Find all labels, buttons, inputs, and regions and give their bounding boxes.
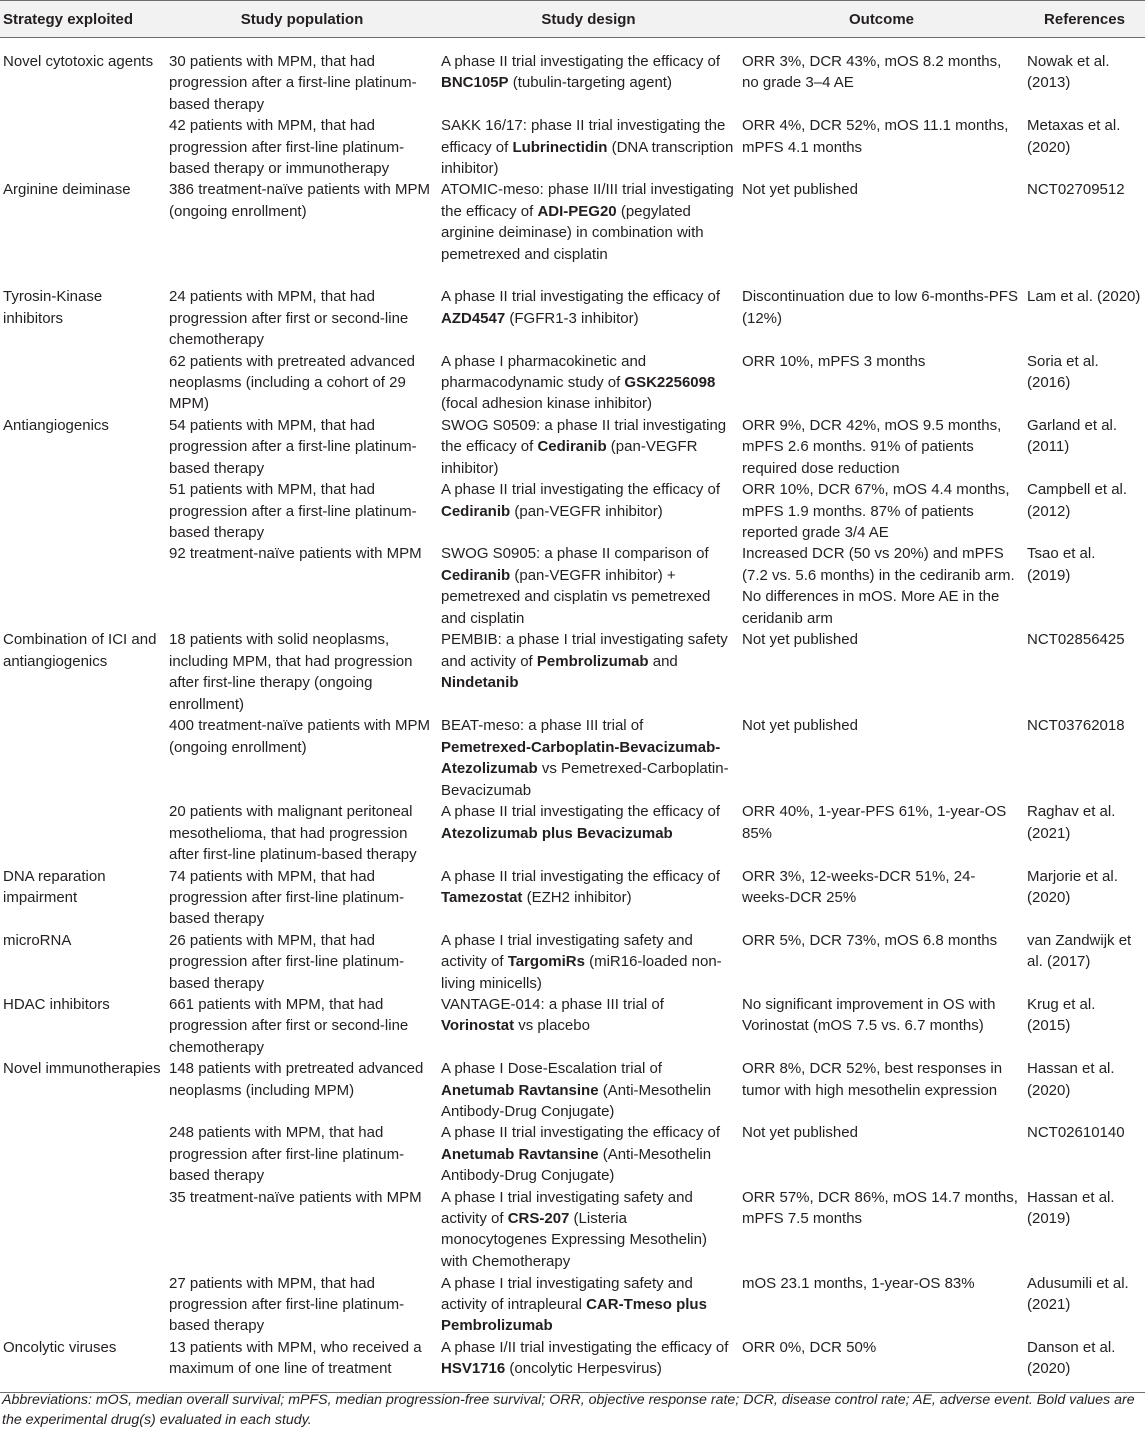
table-row: [0, 38, 1145, 116]
cell-population: 400 treatment-naïve patients with MPM (ongoing enrollment): [169, 717, 430, 756]
cell-strategy: [0, 1187, 166, 1273]
design-text: BEAT-meso: a phase III trial of: [441, 717, 644, 735]
cell-outcome: ORR 3%, DCR 43%, mOS 8.2 months, no grade 3–4 AE: [742, 53, 1002, 92]
cell-reference: Raghav et al. (2021): [1027, 803, 1116, 842]
cell-reference: Metaxas et al. (2020): [1027, 117, 1121, 156]
cell-strategy: HDAC inhibitors: [3, 995, 110, 1013]
cell-design: [438, 479, 739, 543]
cell-reference: NCT02709512: [1027, 181, 1125, 199]
cell-strategy: [0, 1273, 166, 1337]
cell-reference: Marjorie et al. (2020): [1027, 867, 1118, 906]
table-row: [0, 543, 1145, 629]
drug-name: TargomiRs: [507, 953, 585, 971]
drug-name: Pemetrexed-Carboplatin-Bevacizumab-Atezolizumab: [441, 738, 721, 778]
cell-reference: Garland et al. (2011): [1027, 416, 1118, 456]
drug-name: CRS-207: [507, 1210, 570, 1228]
cell-design: [438, 930, 739, 994]
design-text: and: [648, 652, 678, 670]
cell-reference: Campbell et al. (2012): [1027, 481, 1128, 520]
design-text: (pan-VEGFR inhibitor) + pemetrexed and cisplatin vs pemetrexed and cisplatin: [441, 566, 711, 627]
cell-reference: Nowak et al. (2013): [1027, 53, 1110, 92]
cell-outcome: ORR 4%, DCR 52%, mOS 11.1 months, mPFS 4.1 months: [742, 117, 1009, 156]
design-text: (tubulin-targeting agent): [508, 74, 672, 92]
drug-name: Lubrinectidin: [512, 138, 608, 156]
cell-outcome: ORR 5%, DCR 73%, mOS 6.8 months: [742, 931, 998, 949]
design-text: VANTAGE-014: a phase III trial of: [441, 995, 664, 1013]
design-text: (miR16-loaded non-living minicells): [441, 953, 722, 992]
cell-outcome: ORR 0%, DCR 50%: [739, 1337, 1024, 1393]
cell-reference: NCT02856425: [1027, 631, 1125, 649]
cell-population: 30 patients with MPM, that had progression after a first-line platinum-based therapy: [169, 53, 417, 113]
cell-population: 13 patients with MPM, who received a maximum of one line of treatment: [166, 1337, 438, 1393]
cell-outcome: Discontinuation due to low 6-months-PFS (12%): [742, 288, 1018, 327]
drug-name: Tamezostat: [441, 888, 523, 906]
header-references: References: [1024, 1, 1145, 38]
cell-population: 54 patients with MPM, that had progression after a first-line platinum-based therapy: [169, 416, 417, 477]
header-design: Study design: [438, 1, 739, 38]
cell-outcome: No significant improvement in OS with Vorinostat (mOS 7.5 vs. 6.7 months): [742, 995, 996, 1035]
header-outcome: Outcome: [739, 1, 1024, 38]
cell-strategy: Arginine deiminase: [3, 181, 131, 199]
footnote: Abbreviations: mOS, median overall survival; mPFS, median progression-free survival; ORR, objective response rate; DCR, disease control rate; AE, adverse event. Bold values are the experimental drug(s) evaluated in each study.: [2, 1392, 1135, 1428]
table-row: [0, 351, 1145, 415]
cell-strategy: Tyrosin-Kinase inhibitors: [3, 288, 103, 327]
cell-population: 248 patients with MPM, that had progression after first-line platinum-based therapy: [169, 1124, 405, 1185]
cell-strategy: [0, 801, 166, 865]
cell-population: 661 patients with MPM, that had progression after first or second-line chemotherapy: [169, 995, 409, 1056]
design-text: A phase I trial investigating safety and activity of: [441, 931, 693, 971]
drug-name: ADI-PEG20: [537, 202, 617, 220]
cell-outcome: ORR 3%, 12-weeks-DCR 51%, 24-weeks-DCR 25%: [742, 867, 976, 906]
table-row: [0, 1273, 1145, 1337]
drug-name: CAR-Tmeso plus Pembrolizumab: [441, 1296, 707, 1335]
cell-design: [438, 1187, 739, 1273]
cell-population: 18 patients with solid neoplasms, including MPM, that had progression after first-line therapy (ongoing enrollment): [169, 631, 413, 713]
cell-design: [438, 715, 739, 801]
cell-strategy: DNA reparation impairment: [3, 867, 106, 906]
design-text: SAKK 16/17: phase II trial investigating the efficacy of: [441, 117, 726, 156]
cell-outcome: ORR 10%, mPFS 3 months: [742, 352, 926, 370]
design-text: (pegylated arginine deiminase) in combination with pemetrexed and cisplatin: [441, 202, 704, 263]
design-text: A phase I Dose-Escalation trial of: [441, 1060, 662, 1078]
drug-name: AZD4547: [441, 309, 506, 327]
table-row: [0, 629, 1145, 715]
drug-name: GSK2256098: [624, 374, 716, 392]
cell-design: [438, 801, 739, 865]
cell-outcome: ORR 57%, DCR 86%, mOS 14.7 months, mPFS 7.5 months: [742, 1188, 1018, 1228]
design-text: A phase I trial investigating safety and activity of: [441, 1188, 693, 1228]
cell-population: 26 patients with MPM, that had progression after first-line platinum-based therapy: [169, 931, 405, 992]
drug-name: Anetumab Ravtansine: [441, 1145, 599, 1163]
cell-outcome: Increased DCR (50 vs 20%) and mPFS (7.2 vs. 5.6 months) in the cediranib arm. No differences in mOS. More AE in the ceridanib arm: [742, 545, 1015, 627]
cell-reference: Krug et al. (2015): [1027, 995, 1096, 1035]
design-text: A phase I/II trial investigating the efficacy of: [441, 1338, 729, 1356]
table-row: [0, 994, 1145, 1058]
cell-reference: Tsao et al. (2019): [1027, 545, 1096, 584]
design-text: SWOG S0509: a phase II trial investigating the efficacy of: [441, 416, 727, 456]
cell-reference: Soria et al. (2016): [1027, 352, 1099, 392]
cell-outcome: ORR 10%, DCR 67%, mOS 4.4 months, mPFS 1.9 months. 87% of patients reported grade 3/4 AE: [742, 481, 1010, 541]
table-header: [0, 1, 1145, 38]
drug-name: Cediranib: [441, 502, 511, 520]
design-text: (focal adhesion kinase inhibitor): [441, 395, 652, 413]
table-row: [0, 1187, 1145, 1273]
drug-name: Nindetanib: [441, 674, 519, 692]
design-text: (DNA transcription inhibitor): [441, 138, 734, 178]
cell-strategy: Antiangiogenics: [3, 416, 109, 434]
design-text: (Anti-Mesothelin Antibody-Drug Conjugate): [441, 1145, 712, 1185]
cell-strategy: Oncolytic viruses: [0, 1337, 166, 1393]
cell-population: 386 treatment-naïve patients with MPM (ongoing enrollment): [169, 181, 430, 220]
design-text: (EZH2 inhibitor): [522, 888, 632, 906]
drug-name: Cediranib: [537, 438, 607, 456]
cell-population: 51 patients with MPM, that had progression after a first-line platinum-based therapy: [169, 481, 417, 541]
cell-reference: Danson et al. (2020): [1024, 1337, 1145, 1393]
cell-reference: Lam et al. (2020): [1027, 288, 1141, 306]
header-population: Study population: [166, 1, 438, 38]
cell-strategy: [0, 115, 166, 179]
cell-design: [438, 115, 739, 179]
cell-population: 92 treatment-naïve patients with MPM: [169, 545, 422, 563]
cell-design: [438, 286, 739, 350]
cell-population: 35 treatment-naïve patients with MPM: [169, 1188, 422, 1206]
table-row: [0, 1337, 1145, 1393]
cell-design: [438, 351, 739, 415]
drug-name: Atezolizumab plus Bevacizumab: [441, 824, 673, 842]
cell-population: 62 patients with pretreated advanced neoplasms (including a cohort of 29 MPM): [169, 352, 415, 413]
table-row: [0, 801, 1145, 865]
design-text: SWOG S0905: a phase II comparison of: [441, 545, 709, 563]
drug-name: Anetumab Ravtansine: [441, 1081, 599, 1099]
design-text: ATOMIC-meso: phase II/III trial investigating the efficacy of: [441, 181, 734, 220]
design-text: vs placebo: [514, 1017, 590, 1035]
cell-design: [438, 1273, 739, 1337]
table-row: [0, 115, 1145, 179]
cell-outcome: Not yet published: [742, 1124, 858, 1142]
table-row: [0, 866, 1145, 930]
cell-design: [438, 994, 739, 1058]
cell-design: [438, 1122, 739, 1186]
design-text: (pan-VEGFR inhibitor): [441, 438, 698, 477]
cell-strategy: Combination of ICI and antiangiogenics: [3, 631, 157, 670]
cell-design: [438, 629, 739, 715]
cell-strategy: Novel immunotherapies: [3, 1060, 161, 1078]
cell-strategy: [0, 543, 166, 629]
cell-outcome: ORR 9%, DCR 42%, mOS 9.5 months, mPFS 2.6 months. 91% of patients required dose reduction: [742, 416, 1002, 477]
design-text: A phase II trial investigating the efficacy of: [441, 867, 721, 885]
design-text: A phase II trial investigating the efficacy of: [441, 481, 721, 499]
cell-reference: NCT03762018: [1027, 717, 1125, 735]
design-text: A phase II trial investigating the efficacy of: [441, 53, 721, 70]
design-text: A phase I trial investigating safety and activity of intrapleural: [441, 1274, 693, 1314]
table-row: [0, 715, 1145, 801]
table-row: [0, 1058, 1145, 1122]
cell-strategy: [0, 351, 166, 415]
table-row: [0, 179, 1145, 286]
cell-design: [438, 179, 739, 286]
cell-population: 74 patients with MPM, that had progression after first-line platinum-based therapy: [169, 867, 405, 928]
cell-population: 148 patients with pretreated advanced neoplasms (including MPM): [169, 1060, 424, 1099]
cell-strategy: microRNA: [3, 931, 72, 949]
design-text: (Anti-Mesothelin Antibody-Drug Conjugate): [441, 1081, 712, 1120]
cell-outcome: ORR 8%, DCR 52%, best responses in tumor with high mesothelin expression: [742, 1060, 1003, 1099]
design-text: PEMBIB: a phase I trial investigating safety and activity of: [441, 631, 728, 670]
drug-name: Pembrolizumab: [536, 652, 649, 670]
design-text: vs Pemetrexed-Carboplatin-Bevacizumab: [441, 760, 729, 799]
design-text: A phase I pharmacokinetic and pharmacodynamic study of: [441, 352, 647, 392]
cell-design: [438, 38, 739, 116]
cell-design: [438, 1337, 739, 1393]
cell-design: [438, 866, 739, 930]
cell-population: 27 patients with MPM, that had progression after first-line platinum-based therapy: [169, 1274, 405, 1335]
cell-reference: Hassan et al. (2019): [1027, 1188, 1115, 1228]
table-body: [0, 38, 1145, 1393]
cell-reference: Adusumili et al. (2021): [1027, 1274, 1129, 1314]
cell-outcome: mOS 23.1 months, 1-year-OS 83%: [742, 1274, 975, 1292]
drug-name: BNC105P: [441, 74, 509, 92]
table-row: [0, 415, 1145, 479]
cell-strategy: Novel cytotoxic agents: [3, 53, 154, 70]
design-text: (Listeria monocytogenes Expressing Mesothelin) with Chemotherapy: [441, 1210, 707, 1270]
header-strategy: Strategy exploited: [0, 1, 166, 38]
cell-reference: NCT02610140: [1027, 1124, 1125, 1142]
cell-strategy: [0, 715, 166, 801]
design-text: (pan-VEGFR inhibitor): [510, 502, 663, 520]
cell-population: 42 patients with MPM, that had progression after first-line platinum-based therapy or immunotherapy: [169, 117, 405, 178]
design-text: (FGFR1-3 inhibitor): [505, 309, 639, 327]
table-row: [0, 1122, 1145, 1186]
table-row: [0, 286, 1145, 350]
cell-strategy: [0, 1122, 166, 1186]
cell-outcome: Not yet published: [742, 717, 858, 735]
design-text: A phase II trial investigating the efficacy of: [441, 1124, 721, 1142]
cell-strategy: [0, 479, 166, 543]
cell-outcome: Not yet published: [742, 181, 858, 199]
drug-name: Vorinostat: [441, 1017, 515, 1035]
cell-outcome: Not yet published: [742, 631, 858, 649]
cell-design: [438, 543, 739, 629]
cell-design: [438, 1058, 739, 1122]
table-row: [0, 479, 1145, 543]
design-text: (oncolytic Herpesvirus): [505, 1360, 662, 1378]
cell-population: 20 patients with malignant peritoneal mesothelioma, that had progression after first-line platinum-based therapy: [169, 803, 417, 864]
cell-reference: van Zandwijk et al. (2017): [1027, 931, 1132, 971]
design-text: A phase II trial investigating the efficacy of: [441, 288, 721, 306]
table-row: [0, 930, 1145, 994]
cell-reference: Hassan et al. (2020): [1027, 1060, 1115, 1099]
cell-population: 24 patients with MPM, that had progression after first or second-line chemotherapy: [169, 288, 409, 349]
cell-design: [438, 415, 739, 479]
drug-name: HSV1716: [441, 1360, 506, 1378]
design-text: A phase II trial investigating the efficacy of: [441, 803, 721, 821]
cell-outcome: ORR 40%, 1-year-PFS 61%, 1-year-OS 85%: [742, 803, 1007, 842]
drug-name: Cediranib: [441, 566, 511, 584]
